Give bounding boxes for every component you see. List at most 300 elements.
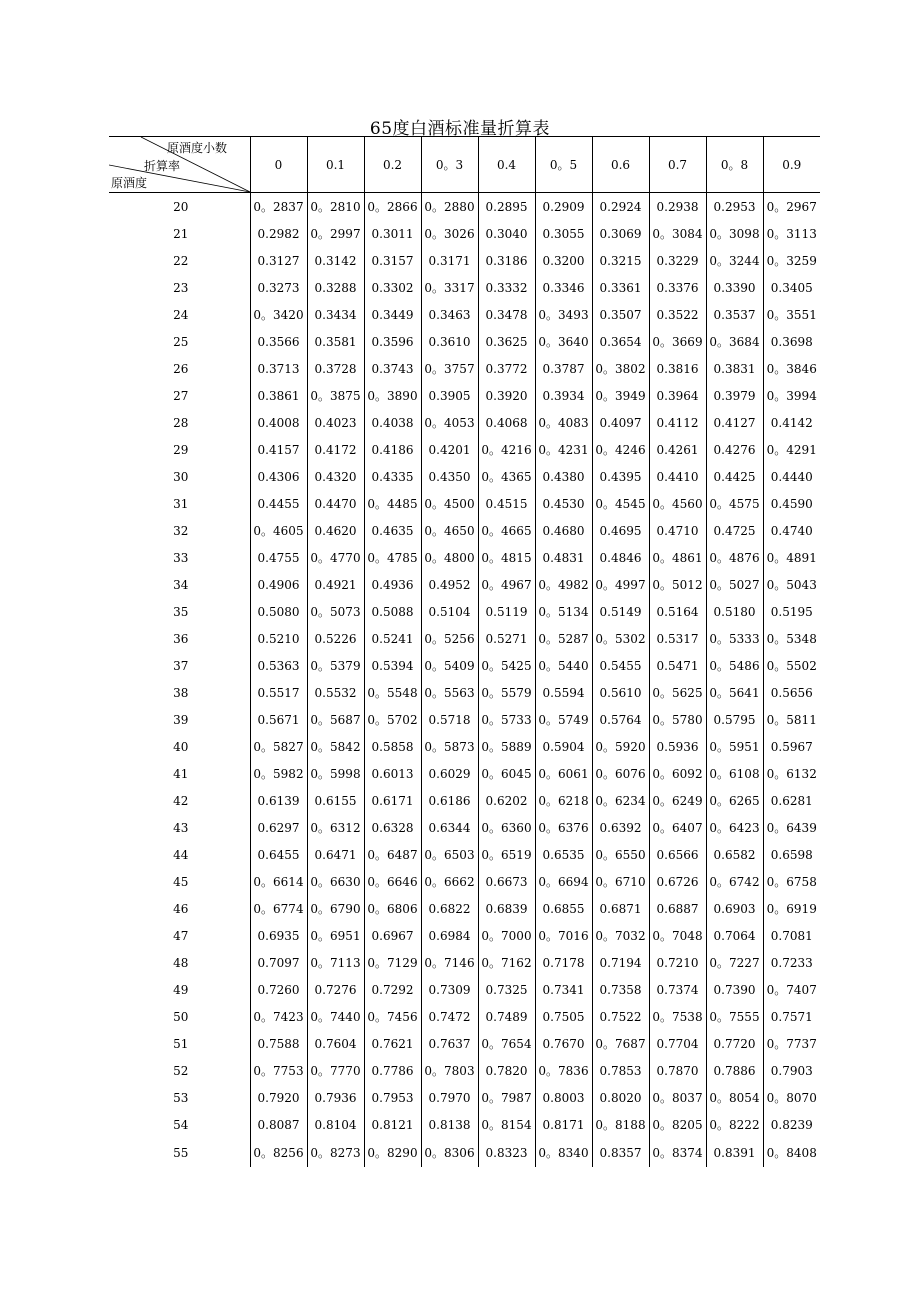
rate-cell: 0.6029 (421, 760, 478, 787)
rate-cell: 0.4127 (706, 409, 763, 436)
rate-cell: 0.4440 (763, 463, 820, 490)
rate-cell: 0。3684 (706, 328, 763, 355)
rate-cell: 0。6487 (364, 841, 421, 868)
column-header: 0。8 (706, 137, 763, 193)
rate-cell: 0。6550 (592, 841, 649, 868)
table-row (109, 841, 820, 868)
rate-cell: 0.4740 (763, 517, 820, 544)
rate-cell: 0。7129 (364, 949, 421, 976)
rate-cell: 0。6218 (535, 787, 592, 814)
rate-cell: 0.7604 (307, 1030, 364, 1057)
table-body (109, 193, 820, 1168)
rate-cell: 0。7440 (307, 1003, 364, 1030)
rate-cell: 0。5425 (478, 652, 535, 679)
rate-cell: 0.6344 (421, 814, 478, 841)
rate-cell: 0.5936 (649, 733, 706, 760)
rate-cell: 0。6376 (535, 814, 592, 841)
rate-cell: 0.3405 (763, 274, 820, 301)
rate-cell: 0。6614 (250, 868, 307, 895)
table-row (109, 787, 820, 814)
rate-cell: 0.7621 (364, 1030, 421, 1057)
rate-cell: 0。2967 (763, 193, 820, 221)
table-row (109, 1003, 820, 1030)
table-row (109, 328, 820, 355)
rate-cell: 0.4725 (706, 517, 763, 544)
rate-cell: 0。5486 (706, 652, 763, 679)
rate-cell: 0。4053 (421, 409, 478, 436)
rate-cell: 0.3157 (364, 247, 421, 274)
rate-cell: 0.3434 (307, 301, 364, 328)
rate-cell: 0.5241 (364, 625, 421, 652)
rate-cell: 0。6439 (763, 814, 820, 841)
rate-cell: 0。4665 (478, 517, 535, 544)
table-row (109, 760, 820, 787)
rate-cell: 0.4590 (763, 490, 820, 517)
rate-cell: 0.6903 (706, 895, 763, 922)
degree-cell: 49 (173, 982, 189, 997)
rate-cell: 0.7786 (364, 1057, 421, 1084)
rate-cell: 0.5594 (535, 679, 592, 706)
rate-cell: 0.6726 (649, 868, 706, 895)
degree-cell: 28 (173, 415, 189, 430)
rate-cell: 0。8273 (307, 1138, 364, 1167)
rate-cell: 0。6694 (535, 868, 592, 895)
column-header: 0.9 (763, 137, 820, 193)
column-header: 0。3 (421, 137, 478, 193)
rate-cell: 0.4157 (250, 436, 307, 463)
rate-cell: 0.4921 (307, 571, 364, 598)
rate-cell: 0。6076 (592, 760, 649, 787)
rate-cell: 0.4952 (421, 571, 478, 598)
rate-cell: 0.3463 (421, 301, 478, 328)
rate-cell: 0.7210 (649, 949, 706, 976)
rate-cell: 0.5164 (649, 598, 706, 625)
rate-cell: 0。8037 (649, 1084, 706, 1111)
rate-cell: 0。5780 (649, 706, 706, 733)
rate-cell: 0。8306 (421, 1138, 478, 1167)
rate-cell: 0。7687 (592, 1030, 649, 1057)
rate-cell: 0.4936 (364, 571, 421, 598)
rate-cell: 0.5080 (250, 598, 307, 625)
rate-cell: 0.2938 (649, 193, 706, 221)
rate-cell: 0.3905 (421, 382, 478, 409)
rate-cell: 0.7637 (421, 1030, 478, 1057)
rate-cell: 0.4261 (649, 436, 706, 463)
rate-cell: 0。4861 (649, 544, 706, 571)
rate-cell: 0.2895 (478, 193, 535, 221)
rate-cell: 0.5210 (250, 625, 307, 652)
rate-cell: 0.4172 (307, 436, 364, 463)
rate-cell: 0.6822 (421, 895, 478, 922)
rate-cell: 0.7472 (421, 1003, 478, 1030)
corner-label-degree: 原酒度 (111, 176, 148, 190)
rate-cell: 0.7720 (706, 1030, 763, 1057)
rate-cell: 0。5579 (478, 679, 535, 706)
degree-cell: 25 (173, 334, 189, 349)
rate-cell: 0。4246 (592, 436, 649, 463)
rate-cell: 0.6967 (364, 922, 421, 949)
rate-cell: 0.7820 (478, 1057, 535, 1084)
rate-cell: 0.3200 (535, 247, 592, 274)
rate-cell: 0。6519 (478, 841, 535, 868)
rate-cell: 0.3610 (421, 328, 478, 355)
rate-cell: 0.6566 (649, 841, 706, 868)
header-row (109, 137, 820, 193)
rate-cell: 0。5409 (421, 652, 478, 679)
rate-cell: 0.2909 (535, 193, 592, 221)
rate-cell: 0。7770 (307, 1057, 364, 1084)
rate-cell: 0。6045 (478, 760, 535, 787)
degree-cell: 40 (173, 739, 189, 754)
rate-cell: 0.6392 (592, 814, 649, 841)
rate-cell: 0.7374 (649, 976, 706, 1003)
table-row (109, 355, 820, 382)
column-header: 0.1 (307, 137, 364, 193)
rate-cell: 0.7522 (592, 1003, 649, 1030)
rate-cell: 0.2982 (250, 220, 307, 247)
rate-cell: 0.4276 (706, 436, 763, 463)
rate-cell: 0。3493 (535, 301, 592, 328)
rate-cell: 0。6662 (421, 868, 478, 895)
rate-cell: 0。5842 (307, 733, 364, 760)
rate-cell: 0.4680 (535, 517, 592, 544)
rate-cell: 0。4891 (763, 544, 820, 571)
table-row (109, 544, 820, 571)
table-row (109, 517, 820, 544)
rate-cell: 0.7292 (364, 976, 421, 1003)
rate-cell: 0。6061 (535, 760, 592, 787)
rate-cell: 0.3654 (592, 328, 649, 355)
rate-cell: 0.5610 (592, 679, 649, 706)
table-row (109, 490, 820, 517)
rate-cell: 0。6806 (364, 895, 421, 922)
rate-cell: 0.7489 (478, 1003, 535, 1030)
rate-cell: 0。6265 (706, 787, 763, 814)
rate-cell: 0.3361 (592, 274, 649, 301)
corner-header-cell (109, 137, 250, 193)
degree-cell: 53 (173, 1090, 189, 1105)
rate-cell: 0。5256 (421, 625, 478, 652)
rate-cell: 0.3625 (478, 328, 535, 355)
rate-cell: 0。4815 (478, 544, 535, 571)
rate-cell: 0.4335 (364, 463, 421, 490)
degree-cell: 30 (173, 469, 189, 484)
rate-cell: 0.5195 (763, 598, 820, 625)
rate-cell: 0。3669 (649, 328, 706, 355)
rate-cell: 0。3640 (535, 328, 592, 355)
rate-cell: 0.3861 (250, 382, 307, 409)
rate-cell: 0。7146 (421, 949, 478, 976)
rate-cell: 0。5702 (364, 706, 421, 733)
rate-cell: 0。6249 (649, 787, 706, 814)
table-row (109, 571, 820, 598)
rate-cell: 0.8391 (706, 1138, 763, 1167)
rate-cell: 0.7081 (763, 922, 820, 949)
rate-cell: 0。5563 (421, 679, 478, 706)
corner-label-decimal: 原酒度小数 (167, 141, 228, 155)
rate-cell: 0.3011 (364, 220, 421, 247)
table-row (109, 463, 820, 490)
rate-cell: 0.6535 (535, 841, 592, 868)
rate-cell: 0。7113 (307, 949, 364, 976)
table-row (109, 895, 820, 922)
rate-cell: 0.5104 (421, 598, 478, 625)
rate-cell: 0。8408 (763, 1138, 820, 1167)
rate-cell: 0.4097 (592, 409, 649, 436)
rate-cell: 0.3127 (250, 247, 307, 274)
rate-cell: 0。5827 (250, 733, 307, 760)
table-row (109, 949, 820, 976)
rate-cell: 0。4982 (535, 571, 592, 598)
rate-cell: 0.4038 (364, 409, 421, 436)
degree-cell: 21 (173, 226, 189, 241)
degree-cell: 38 (173, 685, 189, 700)
rate-cell: 0。8290 (364, 1138, 421, 1167)
rate-cell: 0。7803 (421, 1057, 478, 1084)
rate-cell: 0.6155 (307, 787, 364, 814)
rate-cell: 0.6935 (250, 922, 307, 949)
table-row (109, 436, 820, 463)
rate-cell: 0.5904 (535, 733, 592, 760)
rate-cell: 0。8154 (478, 1111, 535, 1138)
rate-cell: 0。8340 (535, 1138, 592, 1167)
degree-cell: 46 (173, 901, 189, 916)
table-row (109, 274, 820, 301)
rate-cell: 0。6312 (307, 814, 364, 841)
rate-cell: 0.4515 (478, 490, 535, 517)
degree-cell: 34 (173, 577, 189, 592)
table-row (109, 247, 820, 274)
rate-cell: 0.4023 (307, 409, 364, 436)
rate-cell: 0。3244 (706, 247, 763, 274)
rate-cell: 0.3390 (706, 274, 763, 301)
rate-cell: 0.3581 (307, 328, 364, 355)
rate-cell: 0.4350 (421, 463, 478, 490)
rate-cell: 0.6171 (364, 787, 421, 814)
rate-cell: 0。5043 (763, 571, 820, 598)
rate-cell: 0.3772 (478, 355, 535, 382)
rate-cell: 0.4906 (250, 571, 307, 598)
rate-cell: 0.3920 (478, 382, 535, 409)
rate-cell: 0.7097 (250, 949, 307, 976)
rate-cell: 0.7870 (649, 1057, 706, 1084)
rate-cell: 0.4008 (250, 409, 307, 436)
rate-cell: 0。6234 (592, 787, 649, 814)
degree-cell: 55 (173, 1145, 189, 1160)
rate-cell: 0.3698 (763, 328, 820, 355)
rate-cell: 0。8188 (592, 1111, 649, 1138)
degree-cell: 50 (173, 1009, 189, 1024)
rate-cell: 0.4695 (592, 517, 649, 544)
degree-cell: 31 (173, 496, 189, 511)
degree-cell: 39 (173, 712, 189, 727)
table-row (109, 976, 820, 1003)
rate-cell: 0。5440 (535, 652, 592, 679)
rate-cell: 0.7853 (592, 1057, 649, 1084)
degree-cell: 43 (173, 820, 189, 835)
rate-cell: 0.6673 (478, 868, 535, 895)
rate-cell: 0.7953 (364, 1084, 421, 1111)
rate-cell: 0.5455 (592, 652, 649, 679)
rate-cell: 0.6471 (307, 841, 364, 868)
rate-cell: 0.3346 (535, 274, 592, 301)
degree-cell: 54 (173, 1117, 189, 1132)
degree-cell: 24 (173, 307, 189, 322)
rate-cell: 0.3142 (307, 247, 364, 274)
rate-cell: 0。6646 (364, 868, 421, 895)
table-row (109, 1138, 820, 1167)
rate-cell: 0.3376 (649, 274, 706, 301)
rate-cell: 0.4530 (535, 490, 592, 517)
rate-cell: 0.4306 (250, 463, 307, 490)
rate-cell: 0。3890 (364, 382, 421, 409)
rate-cell: 0。4800 (421, 544, 478, 571)
rate-cell: 0。7227 (706, 949, 763, 976)
rate-cell: 0。4967 (478, 571, 535, 598)
rate-cell: 0。3026 (421, 220, 478, 247)
rate-cell: 0.3816 (649, 355, 706, 382)
rate-cell: 0.8104 (307, 1111, 364, 1138)
rate-cell: 0。4650 (421, 517, 478, 544)
rate-cell: 0.3478 (478, 301, 535, 328)
degree-cell: 45 (173, 874, 189, 889)
column-header: 0.6 (592, 137, 649, 193)
rate-cell: 0.4112 (649, 409, 706, 436)
rate-cell: 0.7920 (250, 1084, 307, 1111)
rate-cell: 0.5363 (250, 652, 307, 679)
degree-cell: 29 (173, 442, 189, 457)
rate-cell: 0.4455 (250, 490, 307, 517)
rate-cell: 0.7358 (592, 976, 649, 1003)
rate-cell: 0.3537 (706, 301, 763, 328)
rate-cell: 0。7162 (478, 949, 535, 976)
table-row (109, 706, 820, 733)
degree-cell: 22 (173, 253, 189, 268)
rate-cell: 0。7555 (706, 1003, 763, 1030)
rate-cell: 0.5317 (649, 625, 706, 652)
degree-cell: 23 (173, 280, 189, 295)
rate-cell: 0.7325 (478, 976, 535, 1003)
rate-cell: 0。5687 (307, 706, 364, 733)
rate-cell: 0。5982 (250, 760, 307, 787)
rate-cell: 0。6407 (649, 814, 706, 841)
rate-cell: 0.6186 (421, 787, 478, 814)
table-row (109, 868, 820, 895)
rate-cell: 0.8323 (478, 1138, 535, 1167)
rate-cell: 0.7341 (535, 976, 592, 1003)
rate-cell: 0.5858 (364, 733, 421, 760)
rate-cell: 0.4410 (649, 463, 706, 490)
column-header: 0。5 (535, 137, 592, 193)
table-row (109, 301, 820, 328)
rate-cell: 0.3302 (364, 274, 421, 301)
rate-cell: 0。8205 (649, 1111, 706, 1138)
rate-cell: 0.4755 (250, 544, 307, 571)
rate-cell: 0。4231 (535, 436, 592, 463)
table-row (109, 1084, 820, 1111)
rate-cell: 0.4320 (307, 463, 364, 490)
rate-cell: 0.6871 (592, 895, 649, 922)
degree-cell: 41 (173, 766, 189, 781)
rate-cell: 0.8087 (250, 1111, 307, 1138)
rate-cell: 0。5502 (763, 652, 820, 679)
rate-cell: 0。5733 (478, 706, 535, 733)
rate-cell: 0.7178 (535, 949, 592, 976)
rate-cell: 0。3949 (592, 382, 649, 409)
rate-cell: 0.6328 (364, 814, 421, 841)
rate-cell: 0.7194 (592, 949, 649, 976)
rate-cell: 0。7407 (763, 976, 820, 1003)
rate-cell: 0。6951 (307, 922, 364, 949)
rate-cell: 0。3875 (307, 382, 364, 409)
rate-cell: 0。8222 (706, 1111, 763, 1138)
rate-cell: 0.4395 (592, 463, 649, 490)
rate-cell: 0.4425 (706, 463, 763, 490)
degree-cell: 37 (173, 658, 189, 673)
rate-cell: 0。6742 (706, 868, 763, 895)
rate-cell: 0.3449 (364, 301, 421, 328)
rate-cell: 0.7505 (535, 1003, 592, 1030)
rate-cell: 0。5641 (706, 679, 763, 706)
rate-cell: 0。6503 (421, 841, 478, 868)
rate-cell: 0。5749 (535, 706, 592, 733)
rate-cell: 0.3273 (250, 274, 307, 301)
rate-cell: 0.3934 (535, 382, 592, 409)
rate-cell: 0.4620 (307, 517, 364, 544)
rate-cell: 0.3787 (535, 355, 592, 382)
rate-cell: 0.7588 (250, 1030, 307, 1057)
rate-cell: 0.7064 (706, 922, 763, 949)
rate-cell: 0.6013 (364, 760, 421, 787)
rate-cell: 0。6108 (706, 760, 763, 787)
degree-cell: 44 (173, 847, 189, 862)
column-header: 0 (250, 137, 307, 193)
rate-cell: 0。6790 (307, 895, 364, 922)
rate-cell: 0.4380 (535, 463, 592, 490)
degree-cell: 42 (173, 793, 189, 808)
table-row (109, 652, 820, 679)
rate-cell: 0。3084 (649, 220, 706, 247)
rate-cell: 0。2997 (307, 220, 364, 247)
degree-cell: 32 (173, 523, 189, 538)
rate-cell: 0。5302 (592, 625, 649, 652)
rate-cell: 0.3171 (421, 247, 478, 274)
table-row (109, 193, 820, 221)
rate-cell: 0。4770 (307, 544, 364, 571)
rate-cell: 0。7753 (250, 1057, 307, 1084)
rate-cell: 0。5998 (307, 760, 364, 787)
rate-cell: 0。6774 (250, 895, 307, 922)
rate-cell: 0.3566 (250, 328, 307, 355)
rate-cell: 0。7654 (478, 1030, 535, 1057)
rate-cell: 0。4785 (364, 544, 421, 571)
rate-cell: 0.4846 (592, 544, 649, 571)
table-row (109, 814, 820, 841)
rate-cell: 0.3332 (478, 274, 535, 301)
rate-cell: 0。6360 (478, 814, 535, 841)
table-row (109, 409, 820, 436)
column-header: 0.2 (364, 137, 421, 193)
column-header: 0.4 (478, 137, 535, 193)
rate-cell: 0.8121 (364, 1111, 421, 1138)
rate-cell: 0。7987 (478, 1084, 535, 1111)
rate-cell: 0。3420 (250, 301, 307, 328)
rate-cell: 0.7886 (706, 1057, 763, 1084)
rate-cell: 0.6139 (250, 787, 307, 814)
rate-cell: 0.8138 (421, 1111, 478, 1138)
rate-cell: 0.6281 (763, 787, 820, 814)
rate-cell: 0。7000 (478, 922, 535, 949)
